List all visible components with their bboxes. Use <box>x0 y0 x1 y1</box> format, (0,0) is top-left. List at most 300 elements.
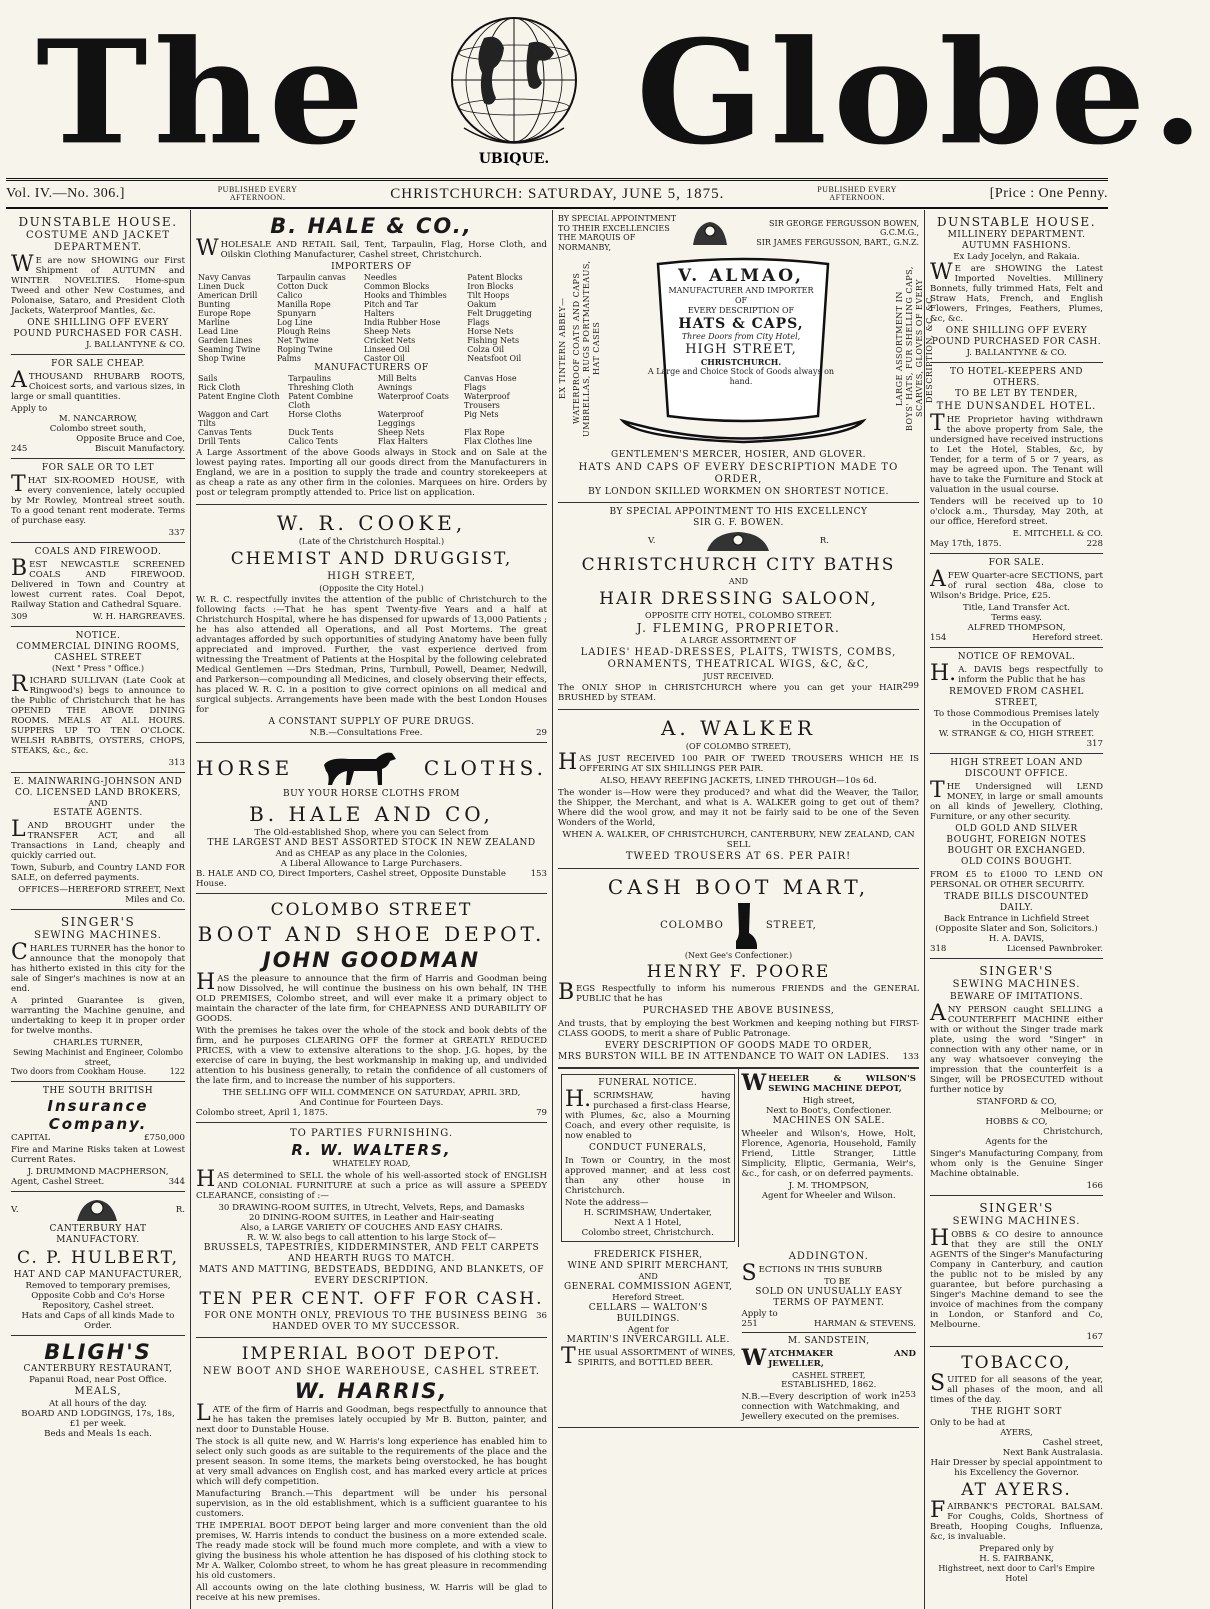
ad-line: Only to be had at <box>930 1418 1006 1428</box>
ad-loan-office <box>930 754 1103 959</box>
ad-title: NOTICE OF REMOVAL. <box>957 652 1076 662</box>
ad-title: TOBACCO, <box>961 1353 1072 1373</box>
ad-subtitle: ESTATE AGENTS. <box>53 808 143 818</box>
ad-subtitle: BEWARE OF IMITATIONS. <box>949 992 1084 1002</box>
ad-title: DUNSTABLE HOUSE. <box>936 215 1097 229</box>
appointment: SIR G. F. BOWEN. <box>693 518 784 528</box>
ad-removal <box>930 648 1103 754</box>
ad-street: Hereford Street. <box>612 1292 685 1303</box>
ad-number: 251 <box>741 1318 758 1329</box>
ad-line: FOR ONE MONTH ONLY, PREVIOUS TO THE BUSINESS BEING HANDED OVER TO MY SUCCESSOR. <box>204 1310 528 1332</box>
ad-title-right: CLOTHS. <box>423 756 547 780</box>
ad-subtitle: The Old-established Shop, where you can Select from <box>254 828 489 838</box>
capital-label: CAPITAL <box>11 1132 51 1143</box>
ad-address: Papanui Road, near Post Office. <box>29 1374 167 1385</box>
table-cell: Tarpaulin canvas <box>276 273 346 282</box>
ad-line: BUY YOUR HORSE CLOTHS FROM <box>283 789 460 799</box>
ad-address: Next Bank Australasia. <box>1002 1448 1103 1458</box>
masthead-title-left: The <box>36 9 371 177</box>
table-cell: Tarpaulins <box>288 374 331 383</box>
table-cell: India Rubber Hose <box>363 318 441 327</box>
ad-horse-cloths <box>196 743 547 894</box>
table-row <box>196 300 547 309</box>
ad-and: AND <box>728 577 749 586</box>
ad-body: THE Undersigned will LEND MONEY, in large or small amounts on all kinds of Jewellery, Clothing, Furniture, or any other security. <box>930 778 1103 822</box>
ad-number: 167 <box>1086 1332 1103 1342</box>
ad-coals <box>11 543 185 627</box>
ad-title: NOTICE. <box>75 631 121 641</box>
ad-signature: ALFRED THOMPSON, <box>967 623 1066 633</box>
table-cell: Horse Cloths <box>288 410 342 419</box>
masthead <box>6 0 1210 178</box>
table-cell: Calico Tents <box>288 437 339 446</box>
ad-number: 79 <box>536 1108 547 1118</box>
table-cell: Flags <box>463 383 487 392</box>
ad-title: THE SOUTH BRITISH <box>42 1085 154 1096</box>
ad-body: THE IMPERIAL BOOT DEPOT being larger and more convenient than the old premises, W. Harris intends to conduct the business on a more extended scale. The ready made stock will be found much more complete, and with a view to giving the business his whole attention he has disposed of his clothing stock to Mr A. Walker, Colombo street, to whom he has great pleasure in recommending his old customers. <box>196 1520 547 1581</box>
ad-body: HAS determined to SELL the whole of his well-assorted stock of ENGLISH AND COLONIAL FURNITURE at such a price as will assure a SPEEDY CLEARANCE, consisting of :— <box>196 1166 547 1201</box>
table-cell: American Drill <box>198 291 258 300</box>
ad-almao <box>558 210 934 503</box>
ad-title: COALS AND FIREWOOD. <box>34 547 162 557</box>
ad-body: Fire and Marine Risks taken at Lowest Current Rates. <box>11 1144 185 1165</box>
table-row <box>196 291 547 300</box>
table-cell: Waggon and Cart Tilts <box>198 410 269 428</box>
ad-signature: J. BALLANTYNE & CO. <box>86 340 185 350</box>
table-row <box>196 383 547 392</box>
ad-apply: Apply to <box>741 1308 778 1319</box>
ad-line: THE RIGHT SORT <box>971 1407 1062 1417</box>
appointment: THE MARQUIS OF NORMANBY, <box>558 233 636 252</box>
column-2 <box>191 210 553 1609</box>
columns <box>6 210 1108 1603</box>
table-cell: Pig Nets <box>463 410 499 419</box>
ad-established: ESTABLISHED, 1862. <box>781 1380 877 1390</box>
table-cell: Oakum <box>467 300 497 309</box>
ad-and: AND <box>638 1272 658 1281</box>
ad-body: Removed to temporary premises, Opposite Cobb and Co's Horse Repository, Cashel street. <box>25 1280 171 1311</box>
ad-body: WE are SHOWING the Latest Imported Novelties. Millinery Bonnets, fully trimmed Hats, Felt and Straw Hats, French, and English Flowers, Fringes, Feathers, Plumes, &c, &c. <box>930 260 1103 324</box>
ad-imperial-boot <box>196 1338 547 1609</box>
ad-title: FOR SALE OR TO LET <box>41 463 155 473</box>
table-row <box>196 374 547 383</box>
ad-body: THAT SIX-ROOMED HOUSE, with every convenience, lately occupied by Mr Rowley, Montreal street south. To a good tenant rent moderate. Terms of purchase easy. <box>11 472 185 526</box>
ad-body: R. W. W. also begs to call attention to his large Stock of— <box>246 1232 497 1243</box>
table-cell: Linen Duck <box>198 282 245 291</box>
ad-dunstable-millinery <box>930 210 1103 363</box>
ad-title: CANTERBURY HAT MANUFACTORY. <box>49 1223 147 1245</box>
ad-signature: STANFORD & CO, <box>976 1097 1057 1107</box>
ad-number: 309 <box>11 612 28 622</box>
ad-body: BEST NEWCASTLE SCREENED COALS AND FIREWOOD. Delivered in Town and Country at lowest current rates. Coal Depot, Railway Station and Cathedral Square. <box>11 556 185 610</box>
ad-number: 122 <box>169 1067 185 1076</box>
ad-note: N.B.—Consultations Free. <box>309 728 423 738</box>
table-cell: Castor Oil <box>363 354 405 363</box>
ad-body: HOBBS & CO desire to announce that they are still the ONLY AGENTS of the Singer's Manufacturing Company in Canterbury, and caution the public not to be misled by any guarantee, but before purchasing a Singer's Machine demand to see the invoice of machines from the company in London, or Stanford and Co, Melbourne. <box>930 1226 1103 1330</box>
ad-and: AND <box>88 798 108 808</box>
ad-signature: Licensed Pawnbroker. <box>1007 944 1103 954</box>
ad-title: B. HALE & CO., <box>270 214 473 238</box>
table-cell: Halters <box>363 309 395 318</box>
ad-title: COLOMBO STREET <box>270 900 473 920</box>
ad-line: MACHINES ON SALE. <box>772 1116 885 1126</box>
ad-body: A printed Guarantee is given, warranting the Machine genuine, and undertaking to keep it in proper order for twelve months. <box>11 996 185 1036</box>
ad-body: BEGS Respectfully to inform his numerous FRIENDS and the GENERAL PUBLIC that he has <box>558 980 919 1005</box>
ad-body: H.SCRIMSHAW, having purchased a first-class Hearse, with Plumes, &c, also a Mourning Coach, and every other requisite, is now enabled to <box>565 1087 731 1141</box>
ad-item: 20 DINING-ROOM SUITES, in Leather and Hair-seating <box>249 1212 494 1223</box>
table-cell: Flags <box>467 318 490 327</box>
ad-line: MATS AND MATTING, BEDSTEADS, BEDDING, AND BLANKETS, OF EVERY DESCRIPTION. <box>198 1264 545 1286</box>
ad-subtitle: (Next " Press " Office.) <box>52 664 144 673</box>
ad-title: WATCHMAKER AND JEWELLER, <box>741 1344 916 1371</box>
ad-title: CHRISTCHURCH CITY BATHS <box>581 555 896 575</box>
ad-signature: J. M. THOMPSON, <box>788 1181 869 1191</box>
ad-line: OLD GOLD AND SILVER BOUGHT, FOREIGN NOTES BOUGHT OR EXCHANGED. <box>946 824 1087 856</box>
ad-body: Hair Dresser by special appointment to his Excellency the Governor. <box>930 1458 1103 1478</box>
ad-body: THE usual ASSORTMENT of WINES, SPIRITS, and BOTTLED BEER. <box>561 1343 736 1369</box>
table-cell: Cricket Nets <box>363 336 416 345</box>
ad-body: HAS JUST RECEIVED 100 PAIR OF TWEED TROUSERS WHICH HE IS OFFERING AT SIX SHILLINGS PER PAIR. <box>558 749 919 775</box>
ad-tobacco <box>930 1347 1103 1587</box>
ad-name: AYERS, <box>1000 1428 1033 1438</box>
ad-title: WINE AND SPIRIT MERCHANT, <box>567 1261 729 1271</box>
table-row <box>196 318 547 327</box>
ad-title-left: COLOMBO <box>660 919 724 931</box>
ad-singer-beware <box>930 959 1103 1196</box>
table-row <box>196 354 547 363</box>
ad-signature: J. BALLANTYNE & CO. <box>966 348 1067 358</box>
dateline <box>6 178 1108 209</box>
ad-body: And trusts, that by employing the best Workmen and keeping nothing but FIRST-CLASS GOODS, to merit a share of Public Patronage. <box>558 1019 919 1039</box>
ad-line: A Liberal Allowance to Large Purchasers. <box>280 859 463 869</box>
ad-name: JOHN GOODMAN <box>262 948 481 972</box>
ad-body: The wonder is—How were they produced? and what did the Weaver, the Tailor, the Shipper, the Merchant, and what is A. WALKER going to get out of them? Where did the wool grow, and may it not be fairly said to be one of the Seven Wonders of the World, <box>558 787 919 828</box>
ad-subtitle: (Next Gee's Confectioner.) <box>684 950 793 960</box>
ad-dining-rooms <box>11 627 185 773</box>
ad-line: CELLARS — WALTON'S BUILDINGS. <box>588 1302 708 1324</box>
ad-title-right: STREET, <box>765 919 817 931</box>
ad-date: Colombo street, April 1, 1875. <box>196 1108 328 1118</box>
ad-title: FOR SALE CHEAP. <box>51 359 145 369</box>
ad-title: CHEMIST AND DRUGGIST, <box>230 548 513 569</box>
table-cell: Rick Cloth <box>198 383 241 392</box>
ad-subtitle: OPPOSITE CITY HOTEL, COLOMBO STREET. <box>645 610 832 620</box>
table-cell: Manilla Rope <box>276 300 331 309</box>
importers-heading: IMPORTERS OF <box>331 262 412 272</box>
ad-number: 166 <box>1086 1181 1103 1191</box>
ad-to-be: TO BE <box>824 1277 851 1286</box>
ad-number: 29 <box>536 728 547 738</box>
ad-board: BOARD AND LODGINGS, 17s, 18s, <box>21 1408 175 1419</box>
ad-subtitle: COSTUME AND JACKET DEPARTMENT. <box>25 230 170 253</box>
ad-body: FAIRBANK'S PECTORAL BALSAM. For Coughs, Colds, Shortness of Breath, Hooping Coughs, Influenza, &c, is invaluable. <box>930 1498 1103 1542</box>
side-text-left: EX TINTERN ABBEY— <box>558 297 567 400</box>
royal-crest-icon <box>690 218 730 248</box>
ad-line: And as CHEAP as any place in the Colonies, <box>275 849 468 859</box>
ad-line: Title, Land Transfer Act. <box>962 603 1071 613</box>
ad-street: Hereford street. <box>1032 633 1103 643</box>
table-row <box>196 437 547 446</box>
brand-hats: HATS & CAPS, <box>678 316 804 332</box>
ad-note: N.B.—Every description of work in connection with Watchmaking, and Jewellery executed on the premises. <box>741 1392 900 1422</box>
ad-title: SEWING MACHINES. <box>952 979 1081 990</box>
table-cell: Threshing Cloth <box>288 383 354 392</box>
ad-line: ONE SHILLING OFF EVERY POUND PURCHASED FOR CASH. <box>931 326 1102 347</box>
ad-body: LAND BROUGHT under the TRANSFER ACT, and all Transactions in Land, cheaply and quickly carried out. <box>11 817 185 861</box>
ad-name: M. SANDSTEIN, <box>787 1335 870 1346</box>
ad-line: BY LONDON SKILLED WORKMEN ON SHORTEST NOTICE. <box>588 487 889 497</box>
side-text-left: WATERPROOF COATS AND CAPS UMBRELLAS, RUGS PORTMANTEAUS, HAT CASES <box>572 260 601 437</box>
ad-note: A Large Assortment of the above Goods always in Stock and on Sale at the lowest paying rates. Importing all our goods direct from the Manufacturers in England, we are in a position to supply the trade and country storekeepers at as cheap a rate as any other firm in the colonies. Marquees on hire. Orders by post or telegram promptly attended to. Price list on application. <box>196 448 547 498</box>
ad-body: LATE of the firm of Harris and Goodman, begs respectfully to announce that he has taken the premises lately occupied by Mr B. Button, painter, and next door to Dunstable House. <box>196 1400 547 1435</box>
royal-crest-icon <box>703 529 773 553</box>
ad-address: Colombo street south, <box>49 424 147 434</box>
globe-emblem <box>444 8 584 178</box>
table-cell: Colza Oil <box>467 345 504 354</box>
ad-number: 36 <box>536 1310 547 1321</box>
ad-signature: Agent, Cashel Street. <box>11 1176 105 1187</box>
table-cell: Pitch and Tar <box>363 300 419 309</box>
ad-singer-turner <box>11 910 185 1082</box>
crest-letter-right: R. <box>819 536 829 546</box>
ad-land-brokers <box>11 773 185 911</box>
ad-proprietor: J. FLEMING, PROPRIETOR. <box>636 621 841 635</box>
ad-title: BLIGH'S <box>44 1339 152 1364</box>
ad-discount: TEN PER CENT. OFF FOR CASH. <box>199 1288 544 1309</box>
ad-subtitle: COMMERCIAL DINING ROOMS, CASHEL STREET <box>16 642 180 663</box>
ad-signature: Sewing Machinist and Engineer, Colombo street, <box>13 1048 183 1067</box>
table-row <box>196 327 547 336</box>
ad-name: W. HARRIS, <box>294 1378 449 1403</box>
boot-icon <box>732 901 758 951</box>
ad-signature: J. DRUMMOND MACPHERSON, <box>27 1166 169 1177</box>
ad-title: Insurance Company. <box>47 1096 149 1133</box>
ad-body: THE Proprietor having withdrawn the above property from Sale, the undersigned have received instructions to Let the Hotel, Stables, &c, by Tender, for a term of 5 or 7 years, as may be agreed upon. The Tenant will have to take the Furniture and Stock at valuation in the usual course. <box>930 411 1103 495</box>
ad-heading: TO HOTEL-KEEPERS AND OTHERS. <box>950 367 1083 388</box>
ad-title: R. W. WALTERS, <box>291 1141 452 1159</box>
ad-subtitle: (OF COLOMBO STREET), <box>685 742 792 751</box>
ad-line: GENTLEMEN'S MERCER, HOSIER, AND GLOVER. <box>611 450 866 460</box>
ad-address: Opposite Bruce and Coe, <box>76 434 185 444</box>
ad-hat-manufactory <box>11 1192 185 1336</box>
ad-line: Hats and Caps of all kinds Made to Order. <box>21 1310 175 1331</box>
ad-signature: E. MITCHELL & CO. <box>1012 529 1103 539</box>
table-cell: Waterproof Trousers <box>463 392 510 410</box>
table-cell: Europe Rope <box>198 309 251 318</box>
ad-line: A CONSTANT SUPPLY OF PURE DRUGS. <box>268 717 475 727</box>
table-cell: Hooks and Thimbles <box>363 291 447 300</box>
table-row <box>196 345 547 354</box>
ad-line: REMOVED FROM CASHEL STREET, <box>949 687 1084 708</box>
ad-line: THE LARGEST AND BEST ASSORTED STOCK IN NEW ZEALAND <box>207 838 536 848</box>
table-cell: Waterproof Leggings <box>377 410 424 428</box>
ad-insurance <box>11 1082 185 1192</box>
ad-number: 228 <box>1086 539 1103 549</box>
ad-date: May 17th, 1875. <box>930 539 1002 549</box>
ad-line: PURCHASED THE ABOVE BUSINESS, <box>642 1006 835 1016</box>
appointment: SIR JAMES FERGUSSON, BART., G.N.Z. <box>756 237 919 247</box>
ad-line: EVERY DESCRIPTION OF GOODS MADE TO ORDER, <box>604 1041 873 1051</box>
ad-address: Biscuit Manufactory. <box>94 444 185 454</box>
ad-signature: W. H. HARGREAVES. <box>92 612 185 622</box>
ad-line: TWEED TROUSERS AT 6S. PER PAIR! <box>625 850 852 862</box>
ad-line: MRS BURSTON WILL BE IN ATTENDANCE TO WAIT ON LADIES. <box>558 1052 890 1062</box>
ad-addington-sandstein <box>739 1247 920 1427</box>
ad-title: DUNSTABLE HOUSE. <box>18 215 178 229</box>
table-row <box>196 273 547 282</box>
table-cell: Flax Clothes line <box>463 437 533 446</box>
ad-beds: Beds and Meals 1s each. <box>44 1428 152 1439</box>
table-cell: Waterproof Coats <box>377 392 449 401</box>
table-cell: Sails <box>198 374 218 383</box>
column-3 <box>553 210 934 1609</box>
table-cell: Palms <box>276 354 301 363</box>
table-row <box>196 336 547 345</box>
column-1 <box>6 210 191 1609</box>
ad-street: CASHEL STREET, <box>792 1370 866 1380</box>
ad-subtitle: (Late of the Christchurch Hospital.) <box>298 537 445 546</box>
ad-body: CHARLES TURNER has the honor to announce that the monopoly that has hitherto existed in this city for the sale of Singer's machines is now at an end. <box>11 940 185 994</box>
ad-body: The ONLY SHOP in CHRISTCHURCH where you can get your HAIR BRUSHED by STEAM. <box>558 683 903 703</box>
table-cell: Net Twine <box>276 336 319 345</box>
ad-line: WHEN A. WALKER, OF CHRISTCHURCH, CANTERBURY, NEW ZEALAND, CAN SELL <box>562 829 915 850</box>
hat-text <box>646 266 836 387</box>
ad-body: H.A. DAVIS begs respectfully to inform the Public that he has <box>930 661 1103 686</box>
ad-walters <box>196 1123 547 1338</box>
table-cell: Navy Canvas <box>198 273 251 282</box>
ad-signature: HOBBS & CO, <box>985 1117 1048 1127</box>
published-notice-left: PUBLISHED EVERY AFTERNOON. <box>217 185 298 202</box>
ad-title: W. R. COOKE, <box>276 511 467 535</box>
brand-city: CHRISTCHURCH. <box>700 357 782 367</box>
ad-rhubarb <box>11 355 185 459</box>
ad-ex: Ex Lady Jocelyn, and Rakaia. <box>953 252 1080 262</box>
brand-street: HIGH STREET, <box>685 342 797 357</box>
ad-address: Colombo street, Christchurch. <box>581 1228 714 1238</box>
ad-title: CASH BOOT MART, <box>607 874 870 899</box>
ad-subtitle: (Opposite the City Hotel.) <box>319 583 424 593</box>
ad-pair <box>558 1068 919 1428</box>
ad-line: CONDUCT FUNERALS, <box>589 1143 707 1153</box>
ad-per: £1 per week. <box>69 1418 127 1429</box>
brand-maker: MANUFACTURER AND IMPORTER <box>668 286 814 295</box>
ad-line: BRUSSELS, TAPESTRIES, KIDDERMINSTER, AND FELT CARPETS AND HEARTH RUGS TO MATCH. <box>203 1242 540 1264</box>
ad-title: AT AYERS. <box>961 1480 1072 1500</box>
ad-body: To those Commodious Premises lately in the Occupation of <box>933 709 1100 729</box>
ad-subtitle: NEW BOOT AND SHOE WAREHOUSE, CASHEL STREET. <box>203 1365 540 1377</box>
ad-funeral <box>558 1069 739 1247</box>
side-text-right: LARGE ASSORTMENT IN <box>895 291 904 406</box>
royal-crest-icon <box>72 1196 122 1224</box>
ad-title: SINGER'S <box>979 964 1054 978</box>
table-row <box>196 410 547 428</box>
ad-offices: OFFICES—HEREFORD STREET, Next Miles and Co. <box>18 885 185 905</box>
ad-subtitle: TO BE LET BY TENDER, <box>955 389 1078 399</box>
ad-line: B. HALE AND CO, Direct Importers, Cashel street, Opposite Dunstable House. <box>196 869 506 889</box>
ad-dunstable-costume <box>11 210 185 355</box>
ad-subtitle: CANTERBURY RESTAURANT, <box>23 1363 173 1374</box>
table-cell: Horse Nets <box>467 327 514 336</box>
table-cell: Duck Tents <box>288 428 334 437</box>
ad-street: Cashel street, <box>1042 1438 1103 1448</box>
ad-body: Wheeler and Wilson's, Howe, Holt, Florence, Agenoria, Household, Family Friend, Little Stranger, Little Simplicity, Eliptic, Germania, Weir's, &c., for cash, or on deferred payments. <box>741 1129 916 1179</box>
ad-body: RICHARD SULLIVAN (Late Cook at Ringwood's) begs to announce to the Public of Christchurch that he has OPENED THE ABOVE DINING ROOMS. MEALS AT ALL HOURS. SUPPERS UP TO TEN O'CLOCK. WELSH RABBITS, OYSTERS, CHOPS, STEAKS, &c., &c. <box>11 671 185 756</box>
table-cell: Sheep Nets <box>377 428 425 437</box>
ad-title: WHEELER & WILSON'S SEWING MACHINE DEPOT, <box>741 1070 916 1096</box>
price: [Price : One Penny. <box>989 186 1108 201</box>
table-cell: Patent Engine Cloth <box>198 392 280 401</box>
ad-signature: Agent for Wheeler and Wilson. <box>761 1191 896 1201</box>
table-cell: Garden Lines <box>198 336 253 345</box>
table-cell: Patent Combine Cloth <box>288 392 354 410</box>
ad-body: AFEW Quarter-acre SECTIONS, part of rural section 48a, close to Wilson's Bridge. Price, £25. <box>930 567 1103 601</box>
ad-address: Next A 1 Hotel, <box>614 1218 682 1228</box>
table-cell: Lead Line <box>198 327 239 336</box>
ad-signature: H. S. FAIRBANK, <box>979 1554 1054 1564</box>
table-cell: Felt Druggeting <box>467 309 532 318</box>
ad-name: B. HALE AND CO, <box>249 802 494 826</box>
ad-signature: Melbourne; or <box>1040 1107 1103 1117</box>
ad-line: ALSO, HEAVY REEFING JACKETS, LINED THROUGH—10s 6d. <box>600 775 877 786</box>
ad-for-sale-sections <box>930 554 1103 648</box>
ad-city-baths <box>558 503 919 710</box>
ad-title: E. MAINWARING-JOHNSON AND CO. LICENSED LAND BROKERS, <box>13 776 183 798</box>
ad-name: M. NANCARROW, <box>58 414 138 424</box>
ad-line: ONE SHILLING OFF EVERY POUND PURCHASED FOR CASH. <box>13 318 183 339</box>
brand-every: EVERY DESCRIPTION OF <box>687 306 795 315</box>
table-cell: Tilt Hoops <box>467 291 510 300</box>
ad-wheeler <box>739 1069 920 1247</box>
ad-address: Highstreet, next door to Carl's Empire Hotel <box>938 1564 1095 1583</box>
ad-line: JUST RECEIVED. <box>703 671 774 681</box>
ad-cash-boot-mart <box>558 869 919 1069</box>
ad-next: Next to Boot's, Confectioner. <box>765 1106 892 1116</box>
ad-title: BOOT AND SHOE DEPOT. <box>197 922 546 946</box>
ad-line: SOLD ON UNUSUALLY EASY TERMS OF PAYMENT. <box>755 1286 903 1308</box>
ad-signature: Two doors from Cookham House. <box>11 1067 147 1076</box>
ad-body: Back Entrance in Lichfield Street (Opposite Slater and Son, Solicitors.) <box>935 914 1098 934</box>
ad-meals: MEALS, <box>74 1385 122 1397</box>
ad-signature: Christchurch, <box>1043 1127 1103 1137</box>
ad-number: 318 <box>930 944 947 954</box>
brand-stock: A Large and Choice Stock of Goods always on hand. <box>647 367 835 386</box>
ad-line: HATS AND CAPS OF EVERY DESCRIPTION MADE TO ORDER, <box>578 462 899 485</box>
imports-table <box>196 273 547 363</box>
ad-body: ANY PERSON caught SELLING a COUNTERFEIT MACHINE either with or without the Singer trade mark plate, using the word "Singer" in connection with any other name, or in any way whatsoever conveying the impression that the counterfeit is a Singer, will be PROSECUTED without further notice by <box>930 1001 1103 1095</box>
ad-body: WE are now SHOWING our First Shipment of AUTUMN and WINTER NOVELTIES. Home-spun Tweed and other New Costumes, and Polonaise, Sataro, and President Cloth Jackets, Waterproof Mantles, &c. <box>11 252 185 316</box>
ad-title: GENERAL COMMISSION AGENT, <box>563 1281 733 1292</box>
table-cell: Canvas Hose <box>463 374 517 383</box>
table-cell: Seaming Twine <box>198 345 261 354</box>
table-cell: Log Line <box>276 318 313 327</box>
ad-title: SEWING MACHINES. <box>952 1216 1081 1227</box>
ad-line: Terms easy. <box>991 613 1042 623</box>
ad-apply: Apply to <box>11 404 48 414</box>
crest-letter-right: R. <box>175 1204 185 1215</box>
table-cell: Shop Twine <box>198 354 246 363</box>
appointment: BY SPECIAL APPOINTMENT TO HIS EXCELLENCY <box>609 507 868 517</box>
place-date: CHRISTCHURCH: SATURDAY, JUNE 5, 1875. <box>390 185 725 202</box>
ad-line: MARTIN'S INVERCARGILL ALE. <box>566 1334 730 1345</box>
table-cell: Iron Blocks <box>467 282 514 291</box>
ad-number: 154 <box>930 633 947 643</box>
ad-line: LADIES' HEAD-DRESSES, PLAITS, TWISTS, COMBS, ORNAMENTS, THEATRICAL WIGS, &C, &C, <box>580 646 897 670</box>
ad-line: And Continue for Fourteen Days. <box>299 1098 444 1108</box>
ad-body: The stock is all quite new, and W. Harris's long experience has enabled him to select only such goods as are suitable to the requirements of the place and the present season. In some items, the markets being overstocked, he has bought at very small advances on English cost, and has marked every article at prices which will defy competition. <box>196 1436 547 1487</box>
appointment: TO THEIR EXCELLENCIES <box>558 223 670 233</box>
ad-walker <box>558 710 919 869</box>
volume-number: Vol. IV.—No. 306.] <box>6 186 125 201</box>
